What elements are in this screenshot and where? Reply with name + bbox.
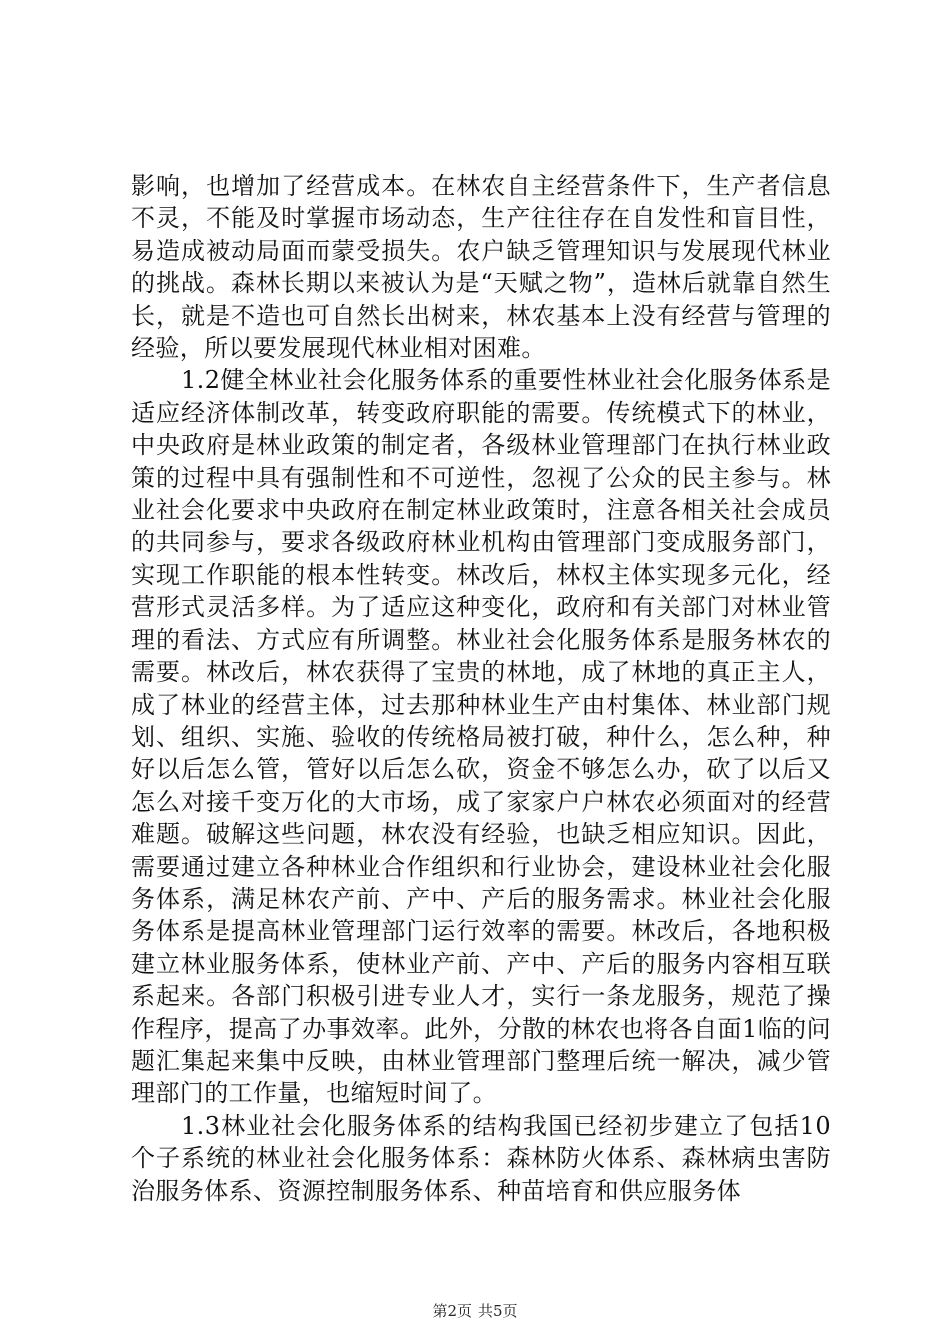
page-footer: [0, 1302, 950, 1320]
paragraph-continuation: 影响，也增加了经营成本。在林农自主经营条件下，生产者信息不灵，不能及时掌握市场动态，生产往往存在自发性和盲目性，易造成被动局面而蒙受损失。农户缺乏管理知识与发展现代林业的挑战。森林长期以来被认为是“天赋之物”，造林后就靠自然生长，就是不造也可自然长出树来，林农基本上没有经营与管理的经验，所以要发展现代林业相对困难。: [131, 172, 831, 363]
paragraph-section-1-2: 1.2健全林业社会化服务体系的重要性林业社会化服务体系是适应经济体制改革，转变政府职能的需要。传统模式下的林业，中央政府是林业政策的制定者，各级林业管理部门在执行林业政策的过程中具有强制性和不可逆性，忽视了公众的民主参与。林业社会化要求中央政府在制定林业政策时，注意各相关社会成员的共同参与，要求各级政府林业机构由管理部门变成服务部门，实现工作职能的根本性转变。林改后，林权主体实现多元化，经营形式灵活多样。为了适应这种变化，政府和有关部门对林业管理的看法、方式应有所调整。林业社会化服务体系是服务林农的需要。林改后，林农获得了宝贵的林地，成了林地的真正主人，成了林业的经营主体，过去那种林业生产由村集体、林业部门规划、组织、实施、验收的传统格局被打破，种什么，怎么种，种好以后怎么管，管好以后怎么砍，资金不够怎么办，砍了以后又怎么对接千变万化的大市场，成了家家户户林农必须面对的经营难题。破解这些问题，林农没有经验，也缺乏相应知识。因此，需要通过建立各种林业合作组织和行业协会，建设林业社会化服务体系，满足林农产前、产中、产后的服务需求。林业社会化服务体系是提高林业管理部门运行效率的需要。林改后，各地积极建立林业服务体系，使林业产前、产中、产后的服务内容相互联系起来。各部门积极引进专业人才，实行一条龙服务，规范了操作程序，提高了办事效率。此外，分散的林农也将各自面1临的问题汇集起来集中反映，由林业管理部门整理后统一解决，减少管理部门的工作量，也缩短时间了。: [131, 366, 831, 1108]
page-total: 共5页: [478, 1302, 518, 1320]
paragraph-section-1-3: 1.3林业社会化服务体系的结构我国已经初步建立了包括10个子系统的林业社会化服务体系：森林防火体系、森林病虫害防治服务体系、资源控制服务体系、种苗培育和供应服务体: [131, 1111, 831, 1205]
page-number: 第2页: [432, 1302, 472, 1320]
document-body: [131, 170, 831, 1207]
